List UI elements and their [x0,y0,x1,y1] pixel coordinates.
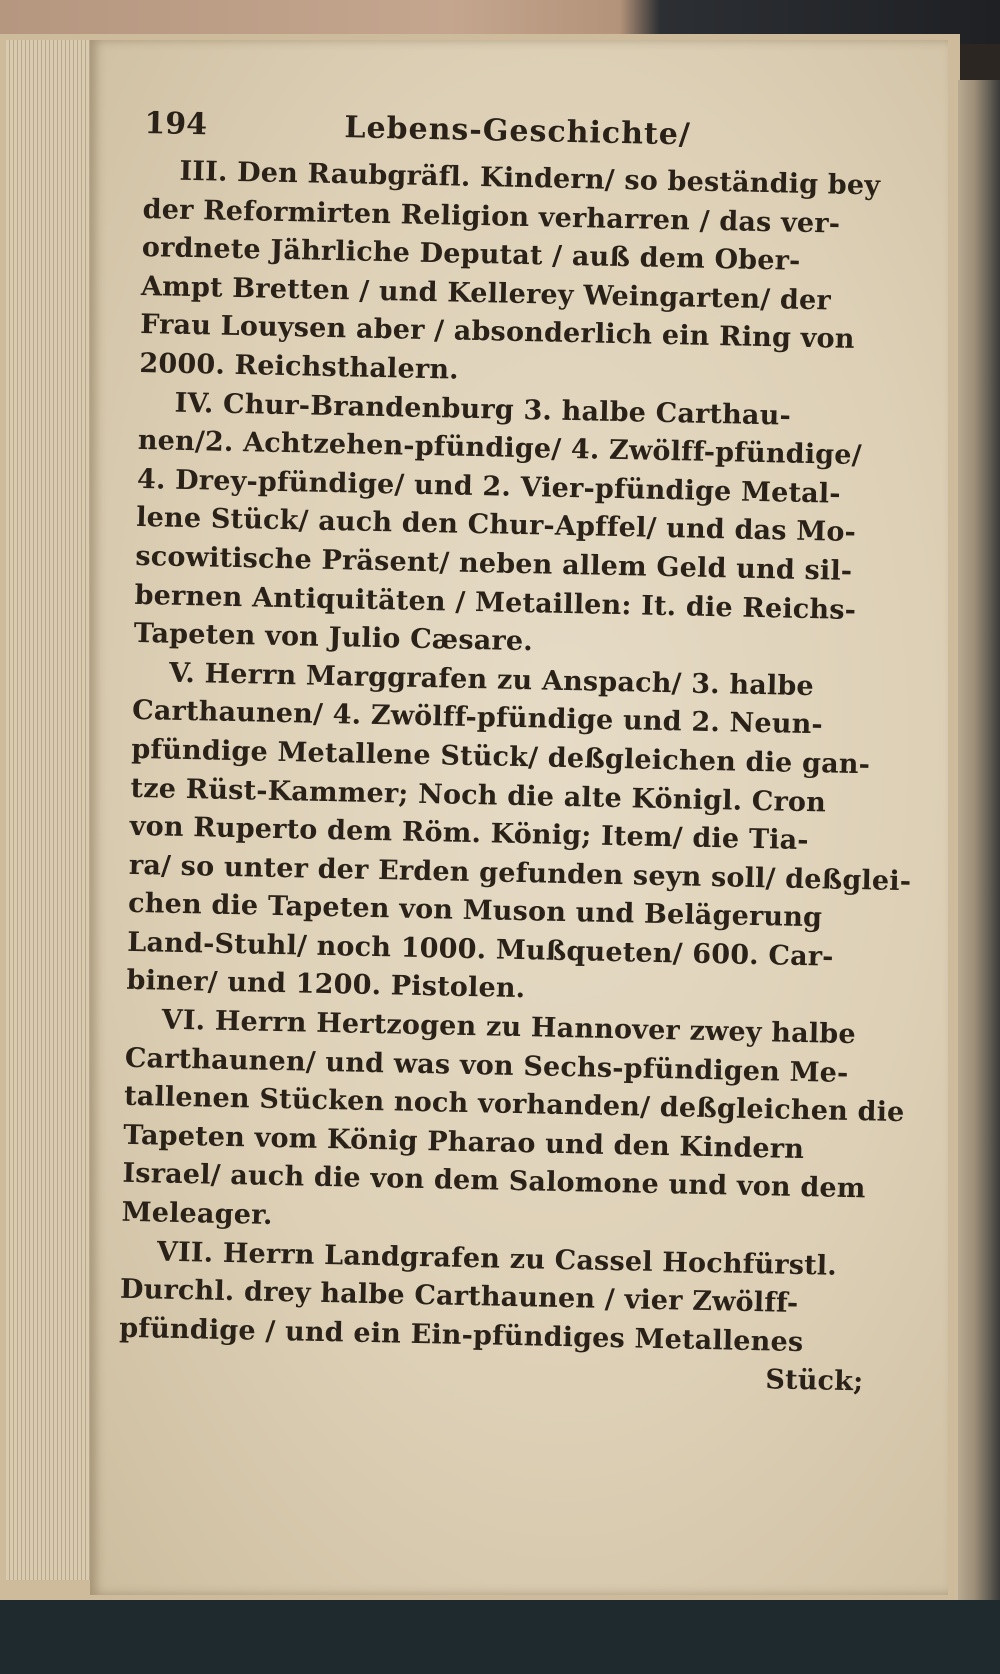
text-line: Ampt Bretten / und Kellerey Weingarten/ der [140,270,832,317]
text-line: ra/ so unter der Erden gefunden seyn soll/ deßglei- [128,849,912,897]
text-line: pfündige / und ein Ein-pfündiges Metallenes [118,1312,804,1358]
text-line: chen die Tapeten von Muson und Belägerung [127,888,823,934]
text-line: Carthaunen/ und was von Sechs-pfündigen Me- [124,1042,849,1089]
background-bottom [0,1600,1000,1674]
catchword: Stück; [765,1364,864,1398]
text-line: Meleager. [121,1196,273,1231]
page-text [118,100,935,1403]
text-line: VI. Herrn Hertzogen zu Hannover zwey halbe [161,1004,857,1051]
text-line: V. Herrn Marggrafen zu Anspach/ 3. halbe [168,657,815,702]
text-line: von Ruperto dem Röm. König; Item/ die Tia- [129,810,810,857]
page-edges [6,40,98,1580]
text-line: tallenen Stücken noch vorhanden/ deßgleichen die [123,1081,905,1129]
text-line: III. Den Raubgräfl. Kindern/ so beständig bey [179,155,881,202]
text-line: biner/ und 1200. Pistolen. [126,965,526,1005]
text-line: Tapeten von Julio Cæsare. [133,618,534,658]
book-right-edge [958,80,1000,1674]
text-line: Israel/ auch die von dem Salomone und von dem [122,1158,866,1205]
text-line: Durchl. drey halbe Carthaunen / vier Zwölff- [119,1273,799,1320]
text-line: Frau Louysen aber / absonderlich ein Ring von [139,309,855,356]
text-line: ordnete Jährliche Deputat / auß dem Ober- [141,232,801,277]
text-line: Land-Stuhl/ noch 1000. Mußqueten/ 600. Car- [127,926,834,973]
text-line: nen/2. Achtzehen-pfündige/ 4. Zwölff-pfündige/ [137,425,863,472]
text-line: IV. Chur-Brandenburg 3. halbe Carthau- [174,387,792,432]
text-line: scowitische Präsent/ neben allem Geld und sil- [135,540,853,587]
running-head: Lebens-Geschichte/ [344,110,692,153]
text-line: Carthaunen/ 4. Zwölff-pfündige und 2. Neun- [131,695,824,741]
page-number: 194 [144,105,208,143]
text-line: VII. Herrn Landgrafen zu Cassel Hochfürstl. [156,1236,838,1282]
text-line: tze Rüst-Kammer; Noch die alte Königl. Cron [130,772,827,818]
text-line: lene Stück/ auch den Chur-Apffel/ und das Mo- [135,502,857,549]
text-line: pfündige Metallene Stück/ deßgleichen die gan- [131,733,871,781]
text-line: 2000. Reichsthalern. [139,347,460,386]
text-line: bernen Antiquitäten / Metaillen: It. die Reichs- [134,579,857,626]
text-line: Tapeten vom König Pharao und den Kindern [122,1119,805,1165]
text-line: der Reformirten Religion verharren / das ver- [142,193,841,240]
text-line: 4. Drey-pfündige/ und 2. Vier-pfündige Metal- [136,463,842,510]
